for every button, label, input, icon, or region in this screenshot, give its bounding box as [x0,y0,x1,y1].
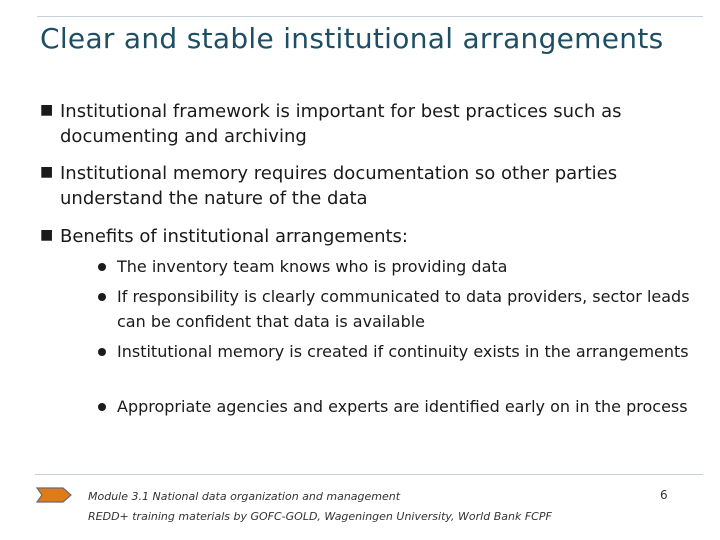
top-divider [37,16,703,17]
sub-bullet-text: Appropriate agencies and experts are identified early on in the process [117,397,688,416]
sub-bullet-text: If responsibility is clearly communicated to data providers, sector leads can be confident that data is available [117,287,690,331]
footer-module-line: Module 3.1 National data organization and management [88,490,401,503]
square-bullet-icon: ■ [40,164,54,180]
footer-credits-line: REDD+ training materials by GOFC-GOLD, Wageningen University, World Bank FCPF [88,510,552,523]
bottom-divider [35,474,703,475]
sub-bullet-item [98,339,698,364]
sub-bullet-text: Institutional memory is created if continuity exists in the arrangements [117,342,689,361]
sub-bullet-text: The inventory team knows who is providing data [117,257,508,276]
slide-title: Clear and stable institutional arrangements [40,22,664,55]
round-bullet-icon [98,348,106,356]
bullet-item [40,99,700,149]
bullet-text: Institutional framework is important for best practices such as documenting and archiving [60,101,622,147]
sub-bullet-item [98,254,698,279]
bullet-item [40,161,700,211]
bullet-text: Institutional memory requires documentation so other parties understand the nature of the data [60,163,618,209]
footer-text [88,487,552,527]
square-bullet-icon: ■ [40,227,54,243]
bullet-text: Benefits of institutional arrangements: [60,226,408,247]
sub-bullet-item [98,284,698,334]
page-number: 6 [660,488,668,502]
round-bullet-icon [98,403,106,411]
chevron-arrow-icon [36,484,74,506]
round-bullet-icon [98,263,106,271]
square-bullet-icon: ■ [40,102,54,118]
sub-bullet-item [98,394,698,419]
round-bullet-icon [98,293,106,301]
bullet-item [40,224,700,249]
